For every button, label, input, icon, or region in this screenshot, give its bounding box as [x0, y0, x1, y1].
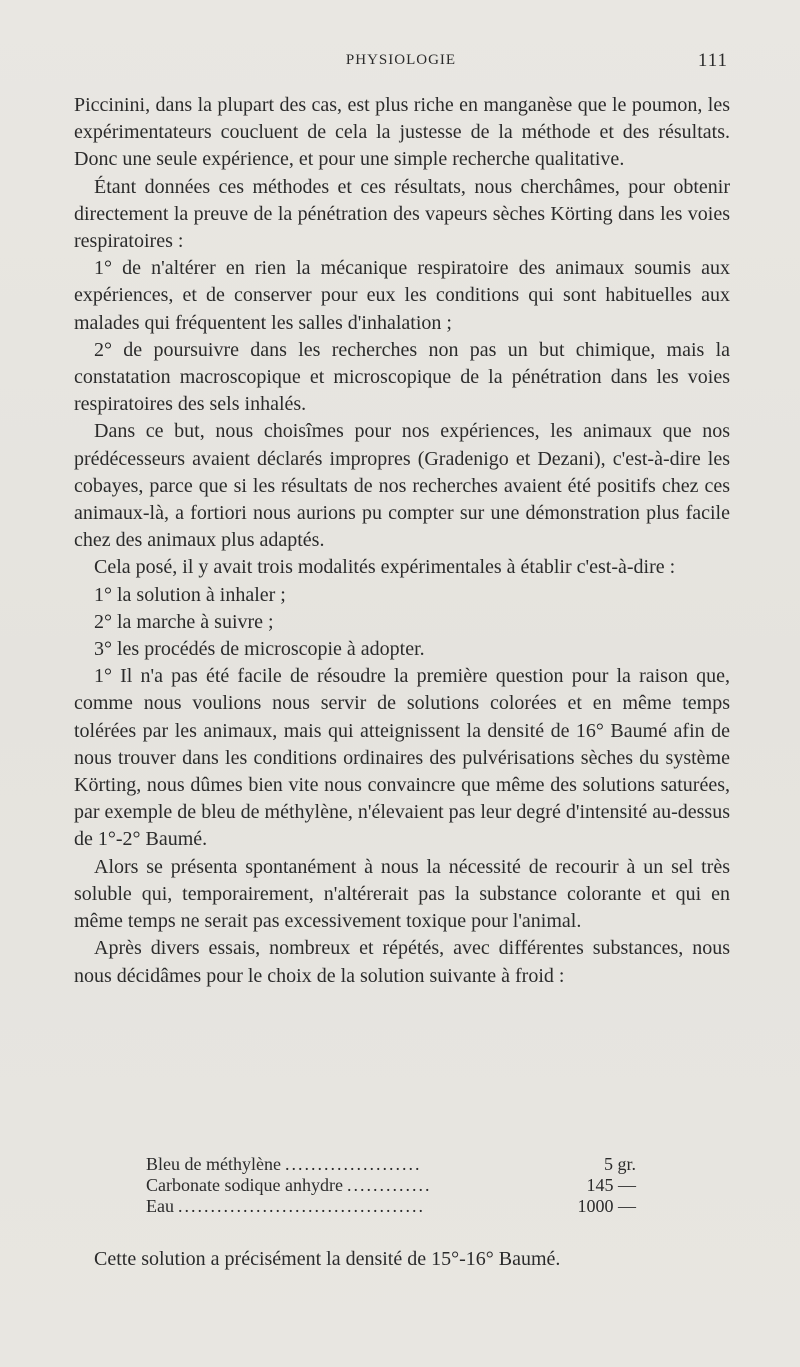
paragraph: 1° la solution à inhaler ;	[94, 583, 286, 606]
formula-row	[146, 1196, 636, 1217]
paragraph: 3° les procédés de microscopie à adopter.	[94, 638, 425, 661]
closing-paragraph: Cette solution a précisément la densité de 15°-16° Baumé.	[94, 1248, 561, 1270]
ingredient-name: Bleu de méthylène	[146, 1154, 281, 1174]
body-text	[74, 92, 730, 990]
formula-row	[146, 1175, 636, 1196]
paragraph: Cela posé, il y avait trois modalités expérimentales à établir c'est-à-dire :	[94, 556, 676, 579]
leader-dots: .............	[346, 1175, 432, 1195]
running-title: PHYSIOLOGIE	[345, 52, 457, 68]
ingredient-name: Carbonate sodique anhydre	[146, 1175, 343, 1195]
paragraph: Étant données ces méthodes et ces résultats, nous cherchâmes, pour obtenir directement la preuve de la pénétration des vapeurs sèches Körting dans les voies respiratoires :	[74, 175, 730, 253]
ingredient-quantity: 5 gr.	[603, 1154, 636, 1174]
paragraph: Dans ce but, nous choisîmes pour nos expériences, les animaux que nos prédécesseurs avaient déclarés impropres (Gradenigo et Dezani), c'est-à-dire les cobayes, parce que si les résultats de nos recherches avaient été positifs chez ces animaux-là, a fortiori nous aurions pu compter sur une démonstration plus facile chez des animaux plus adaptés.	[74, 420, 730, 552]
page-number: 111	[697, 50, 728, 71]
leader-dots: .....................	[284, 1154, 422, 1174]
paragraph: 1° Il n'a pas été facile de résoudre la première question pour la raison que, comme nous voulions nous servir de solutions colorées et en même temps tolérées par les animaux, mais qui atteignissent la densité de 16° Baumé afin de nous trouver dans les conditions ordinaires des pulvérisations sèches du système Körting, nous dûmes bien vite nous convaincre que même des solutions saturées, par exemple de bleu de méthylène, n'élevaient pas leur degré d'intensité au-dessus de 1°-2° Baumé.	[74, 665, 730, 851]
paragraph: 2° la marche à suivre ;	[94, 610, 274, 633]
leader-dots: ......................................	[177, 1196, 425, 1216]
paragraph: Piccinini, dans la plupart des cas, est plus riche en manganèse que le poumon, les expérimentateurs coucluent de cela la justesse de la méthode et des résultats. Donc une seule expérience, et pour une simple recherche qualitative.	[74, 94, 730, 171]
paragraph: 2° de poursuivre dans les recherches non pas un but chimique, mais la constatation macroscopique et microscopique de la pénétration dans les voies respiratoires des sels inhalés.	[74, 338, 730, 416]
paragraph: Après divers essais, nombreux et répétés, avec différentes substances, nous nous décidâmes pour le choix de la solution suivante à froid :	[74, 937, 730, 987]
formula-row	[146, 1154, 636, 1175]
formula-table	[146, 1154, 636, 1217]
page-header	[74, 50, 728, 72]
paragraph: Alors se présenta spontanément à nous la nécessité de recourir à un sel très soluble qui, temporairement, n'altérerait pas la substance colorante et qui en même temps ne serait pas excessivement toxique pour l'animal.	[74, 855, 730, 933]
paragraph: 1° de n'altérer en rien la mécanique respiratoire des animaux soumis aux expériences, et de conserver pour eux les conditions qui sont habituelles aux malades qui fréquentent les salles d'inhalation ;	[74, 257, 730, 334]
ingredient-quantity: 1000 —	[577, 1196, 636, 1216]
ingredient-quantity: 145 —	[586, 1175, 636, 1195]
ingredient-name: Eau	[146, 1196, 174, 1216]
